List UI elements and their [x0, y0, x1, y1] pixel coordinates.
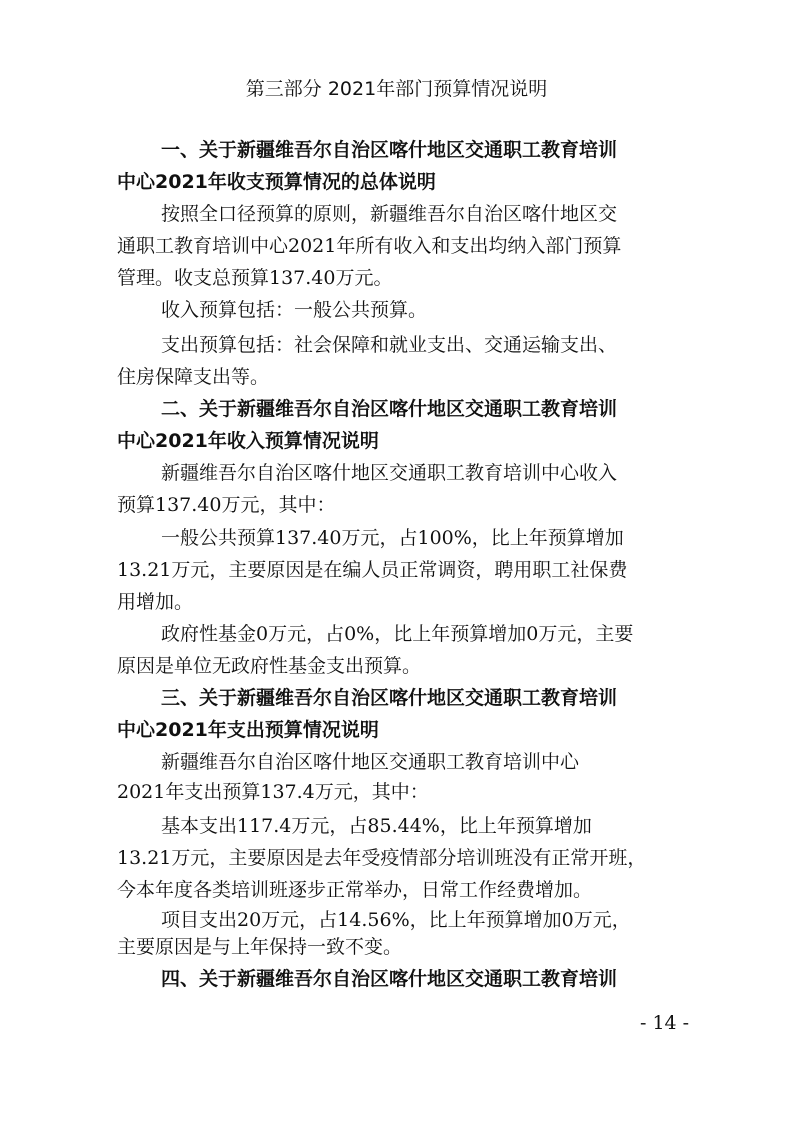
- paragraph-line: 支出预算包括：社会保障和就业支出、交通运输支出、: [161, 334, 618, 356]
- page-number: - 14 -: [640, 1012, 690, 1034]
- paragraph-line: 今本年度各类培训班逐步正常举办，日常工作经费增加。: [117, 879, 593, 901]
- paragraph-line: 13.21万元，主要原因是去年受疫情部分培训班没有正常开班，: [117, 847, 647, 869]
- section-1-heading-line-2: 中心2021年收支预算情况的总体说明: [117, 171, 436, 193]
- paragraph-line: 新疆维吾尔自治区喀什地区交通职工教育培训中心: [161, 751, 580, 773]
- section-3-heading-line-2: 中心2021年支出预算情况说明: [117, 719, 379, 741]
- paragraph-line: 主要原因是与上年保持一致不变。: [117, 936, 403, 958]
- paragraph-line: 政府性基金0万元，占0%，比上年预算增加0万元，主要: [161, 623, 634, 645]
- section-1-heading-line-1: 一、关于新疆维吾尔自治区喀什地区交通职工教育培训: [161, 139, 618, 161]
- paragraph-line: 13.21万元，主要原因是在编人员正常调资，聘用职工社保费: [117, 559, 628, 581]
- paragraph-line: 原因是单位无政府性基金支出预算。: [117, 655, 422, 677]
- paragraph-line: 基本支出117.4万元，占85.44%，比上年预算增加: [161, 815, 592, 837]
- section-4-heading-line-1: 四、关于新疆维吾尔自治区喀什地区交通职工教育培训: [161, 968, 618, 990]
- paragraph-line: 收入预算包括：一般公共预算。: [161, 299, 428, 321]
- paragraph-line: 一般公共预算137.40万元，占100%，比上年预算增加: [161, 527, 624, 549]
- section-2-heading-line-2: 中心2021年收入预算情况说明: [117, 430, 379, 452]
- paragraph-line: 预算137.40万元，其中：: [117, 494, 336, 516]
- page-title: 第三部分 2021年部门预算情况说明: [245, 78, 548, 100]
- paragraph-line: 新疆维吾尔自治区喀什地区交通职工教育培训中心收入: [161, 462, 618, 484]
- paragraph-line: 项目支出20万元，占14.56%，比上年预算增加0万元，: [161, 909, 631, 931]
- section-2-heading-line-1: 二、关于新疆维吾尔自治区喀什地区交通职工教育培训: [161, 398, 618, 420]
- paragraph-line: 用增加。: [117, 591, 194, 613]
- paragraph-line: 住房保障支出等。: [117, 366, 270, 388]
- paragraph-line: 2021年支出预算137.4万元，其中：: [117, 781, 429, 803]
- paragraph-line: 通职工教育培训中心2021年所有收入和支出均纳入部门预算: [117, 235, 622, 257]
- section-3-heading-line-1: 三、关于新疆维吾尔自治区喀什地区交通职工教育培训: [161, 687, 618, 709]
- paragraph-line: 按照全口径预算的原则，新疆维吾尔自治区喀什地区交: [161, 203, 618, 225]
- paragraph-line: 管理。收支总预算137.40万元。: [117, 267, 393, 289]
